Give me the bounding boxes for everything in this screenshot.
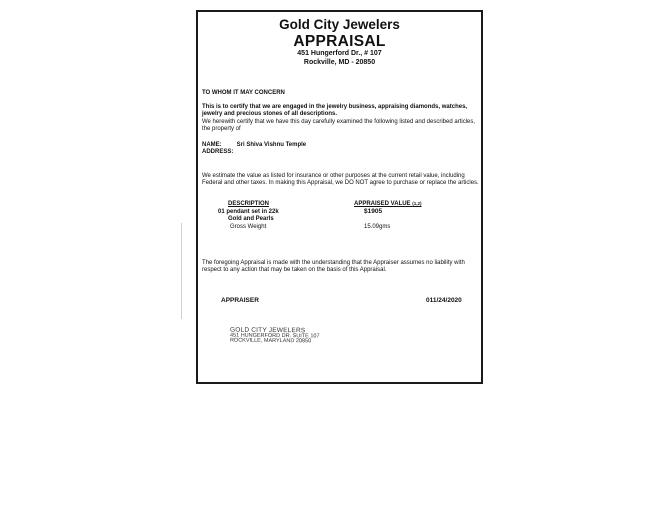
disclaimer-paragraph: The foregoing Appraisal is made with the understanding that the Appraiser assumes no liability with respect to any action that may be taken on the basis of this Appraisal. <box>202 260 465 273</box>
appraised-value-header <box>354 201 422 207</box>
appraisal-document <box>196 10 483 384</box>
stamp-line2: 451 HUNGERFORD DR. SUITE 107 <box>229 332 320 339</box>
appraisal-date: 011/24/2020 <box>426 297 462 304</box>
salutation: TO WHOM IT MAY CONCERN <box>202 90 285 96</box>
owner-name: Sri Shiva Vishnu Temple <box>236 142 307 148</box>
owner-name-row <box>202 142 306 148</box>
herewith-paragraph: We herewith certify that we have this day carefully examined the following listed and described articles, the property of <box>202 119 476 132</box>
item-description-line1: 01 pendant set in 22k <box>218 209 279 215</box>
company-address-line2: Rockville, MD - 20850 <box>303 59 376 66</box>
estimate-paragraph: We estimate the value as listed for insurance or other purposes at the current retail value, including Federal and other taxes. In making this Appraisal, we DO NOT agree to purchase or replace the articles. <box>202 173 479 186</box>
appraised-value-note: (1,2) <box>412 201 422 206</box>
gross-weight-label: Gross Weight <box>230 224 267 230</box>
item-description-line2: Gold and Pearls <box>228 216 274 222</box>
document-title: APPRAISAL <box>293 33 386 50</box>
appraiser-label: APPRAISER <box>221 297 259 304</box>
stamp-line3: ROCKVILLE, MARYLAND 20850 <box>229 337 312 345</box>
company-name: Gold City Jewelers <box>279 17 400 32</box>
description-header: DESCRIPTION <box>228 201 270 207</box>
scan-margin-line <box>181 223 182 319</box>
appraised-value-label: APPRAISED VALUE <box>354 201 411 207</box>
stamp-line1: GOLD CITY JEWELERS <box>230 326 306 335</box>
certify-paragraph: This is to certify that we are engaged in the jewelry business, appraising diamonds, watches, jewelry and precious stones of all descriptions. <box>202 104 468 117</box>
appraised-price: $1905 <box>364 208 383 215</box>
gross-weight-value: 15.09gms <box>364 224 391 230</box>
address-label: ADDRESS: <box>202 149 234 155</box>
name-label: NAME: <box>202 142 222 148</box>
company-stamp <box>230 328 320 345</box>
company-address-line1: 451 Hungerford Dr., # 107 <box>297 50 382 57</box>
